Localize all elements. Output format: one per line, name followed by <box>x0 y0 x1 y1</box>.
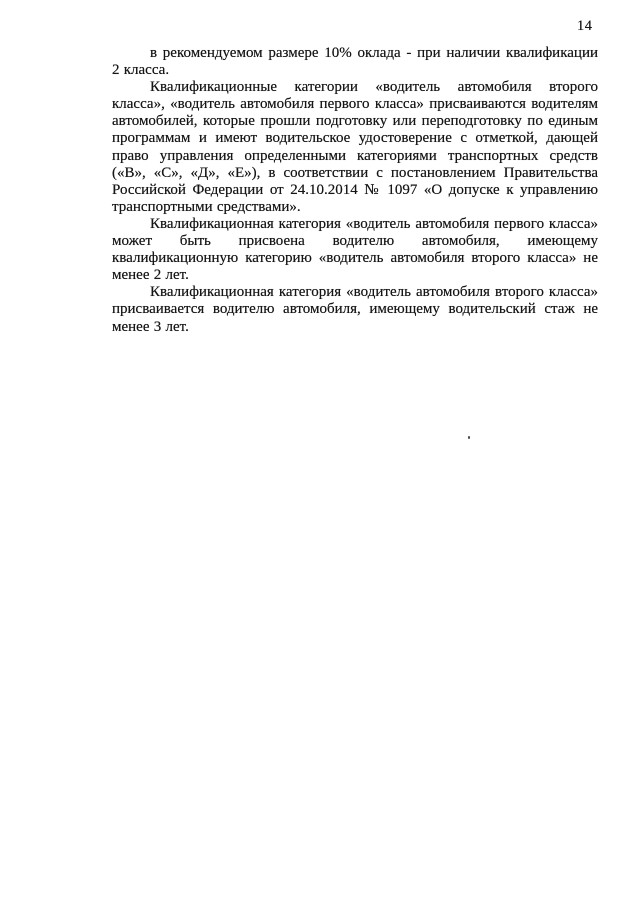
text-line: присваивается водителю автомобиля, имеющему водительский стаж не <box>112 301 598 318</box>
paragraph <box>112 284 598 335</box>
text-line: Квалификационные категории «водитель автомобиля второго <box>150 79 598 96</box>
page-number: 14 <box>577 18 593 34</box>
text-line: в рекомендуемом размере 10% оклада - при наличии квалификации <box>150 45 598 61</box>
paragraph <box>112 45 598 79</box>
text-line: транспортными средствами». <box>112 198 301 215</box>
text-line: может быть присвоена водителю автомобиля, имеющему <box>112 233 598 250</box>
text-line: класса», «водитель автомобиля первого класса» присваиваются водителям <box>112 96 598 113</box>
paragraph <box>112 216 598 284</box>
text-line: менее 3 лет. <box>112 318 189 335</box>
paragraph <box>112 79 598 216</box>
text-line: 2 класса. <box>112 62 170 79</box>
text-line: менее 2 лет. <box>112 267 189 284</box>
text-line: квалификационную категорию «водитель автомобиля второго класса» не <box>112 250 598 267</box>
document-body <box>112 45 598 336</box>
text-line: программам и имеют водительское удостоверение с отметкой, дающей <box>112 130 598 147</box>
text-line: право управления определенными категориями транспортных средств <box>112 147 598 164</box>
scan-speck <box>468 436 470 439</box>
text-line: автомобилей, которые прошли подготовку или переподготовку по единым <box>112 113 598 130</box>
text-line: Российской Федерации от 24.10.2014 № 1097 «О допуске к управлению <box>112 181 598 198</box>
text-line: Квалификационная категория «водитель автомобиля второго класса» <box>150 284 598 301</box>
text-line: Квалификационная категория «водитель автомобиля первого класса» <box>150 215 598 232</box>
text-line: («В», «С», «Д», «Е»), в соответствии с постановлением Правительства <box>112 164 598 181</box>
